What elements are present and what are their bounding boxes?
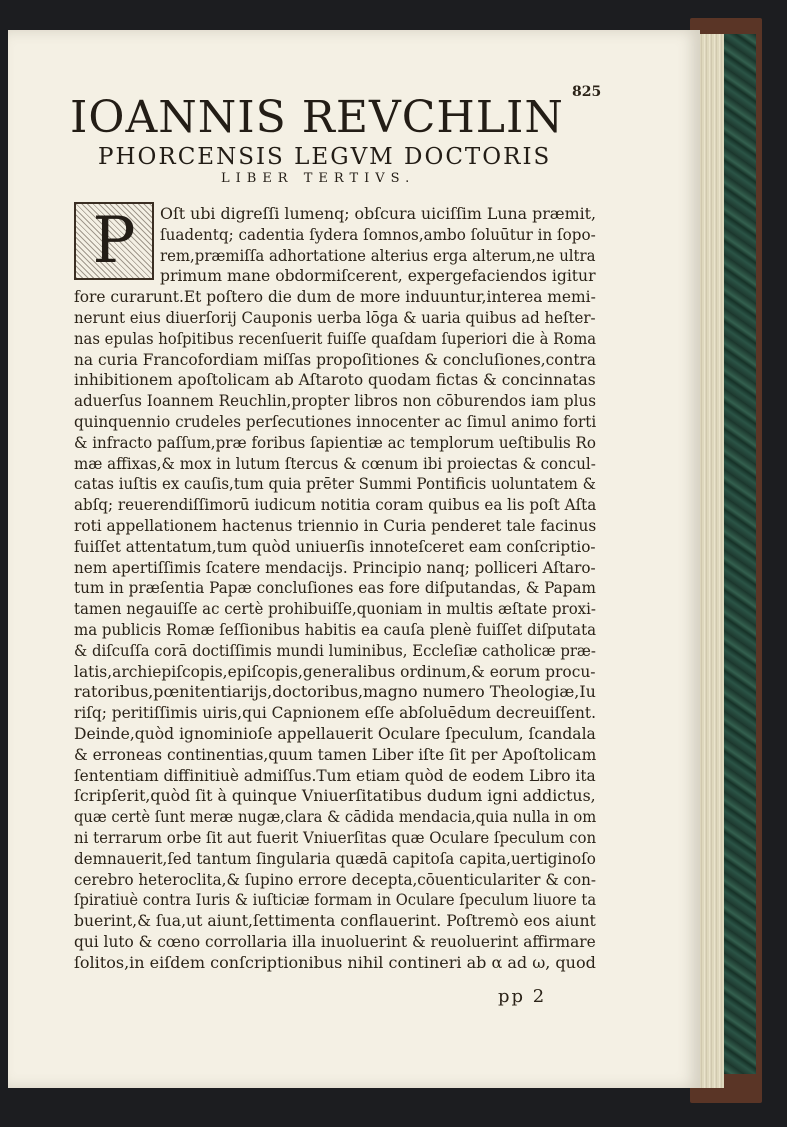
signature-mark: pp 2: [498, 986, 547, 1007]
decorated-initial: [74, 202, 154, 280]
text-line: tum in præſentia Papæ concluſiones eas fore diſputandas, & Papam: [74, 578, 596, 598]
page-title: IOANNIS REVCHLIN: [70, 92, 564, 143]
text-line: ſententiam diffinitiuè admiſſus.Tum etiam quòd de eodem Libro ita: [74, 765, 596, 785]
text-line: ſpiratiuè contra Iuris & iuſticiæ formam in Oculare ſpeculum liuore ta: [74, 890, 597, 910]
text-line: abſq; reuerendiſſimorū iudicum notitia coram quibus ea lis poſt Aſta: [74, 495, 597, 515]
text-line: aduerſus Ioannem Reuchlin,propter libros non cōburendos iam plus: [74, 391, 597, 411]
text-line: catas iuſtis ex cauſis,tum quia prēter Summi Pontificis uoluntatem &: [74, 474, 596, 494]
text-line: nas epulas hoſpitibus recenſuerit fuiſſe quaſdam ſuperiori die à Roma: [74, 328, 597, 348]
page-number: 825: [572, 84, 602, 100]
text-line: Deinde,quòd ignominioſe appellauerit Oculare ſpeculum, ſcandala: [74, 724, 596, 743]
text-line: na curia Francofordiam miſſas propoſitiones & concluſiones,contra: [74, 349, 597, 369]
text-line: & infracto paſſum,præ foribus ſapientiæ ac templorum ueſtibulis Ro: [74, 432, 596, 452]
text-line: cerebro heteroclita,& ſupino errore decepta,cōuenticulariter & con-: [74, 869, 596, 889]
page-edges: [698, 34, 724, 1088]
text-line: nerunt eius diuerſorij Cauponis uerba lōga & uaria quibus ad heſter-: [74, 308, 596, 327]
text-line: primum mane obdormiſcerent, expergefaciendos igitur: [160, 266, 596, 286]
text-line: qui luto & cœno corrollaria illa inuoluerint & reuoluerint affirmare: [74, 932, 596, 951]
text-line: tamen negauiſſe ac certè prohibuiſſe,quoniam in multis æſtate proxi-: [74, 599, 596, 619]
text-line: inhibitionem apoſtolicam ab Aſtaroto quodam fictas & concinnatas: [74, 370, 596, 390]
text-line: fuiſſet attentatum,tum quòd uniuerſis innoteſceret eam conſcriptio-: [74, 536, 596, 556]
book-heading: LIBER TERTIVS.: [221, 171, 416, 186]
text-line: nem apertiſſimis ſcatere mendacijs. Principio nanq; polliceri Aſtaro-: [74, 557, 596, 577]
text-line: riſq; peritiſſimis uiris,qui Capnionem eſſe abſoluēdum decreuiſſent.: [74, 703, 596, 723]
text-line: quinquennio crudeles perſecutiones innocenter ac ſimul animo forti: [74, 412, 597, 431]
text-line: Oſt ubi digreſſi lumenq; obſcura uiciſſim Luna præmit,: [160, 204, 596, 223]
text-line: latis,archiepiſcopis,epiſcopis,generalibus ordinum,& eorum procu-: [74, 661, 596, 681]
text-line: ni terrarum orbe ſit aut fuerit Vniuerſitas quæ Oculare ſpeculum con: [74, 828, 597, 847]
text-line: ma publicis Romæ ſeſſionibus habitis ea cauſa plenè fuiſſet diſputata: [74, 620, 597, 639]
text-line: mæ affixas,& mox in lutum ſtercus & cœnum ibi proiectas & concul-: [74, 453, 596, 473]
text-line: & diſcuſſa corā doctiſſimis mundi luminibus, Eccleſiæ catholicæ præ-: [74, 640, 596, 660]
text-line: rem,præmiſſa adhortatione alterius erga alterum,ne ultra: [160, 245, 596, 265]
text-line: & erroneas continentias,quum tamen Liber iſte ſit per Apoſtolicam: [74, 744, 597, 764]
text-line: demnauerit,ſed tantum ſingularia quædā capitoſa capita,uertiginoſo: [74, 848, 596, 868]
text-line: ratoribus,pœnitentiarijs,doctoribus,magno numero Theologiæ,Iu: [74, 682, 596, 702]
text-line: ſuadentq; cadentia ſydera ſomnos,ambo ſoluūtur in ſopo-: [160, 224, 596, 244]
page-subtitle: PHORCENSIS LEGVM DOCTORIS: [98, 144, 552, 170]
text-line: ſolitos,in eiſdem conſcriptionibus nihil contineri ab α ad ω, quod: [74, 952, 596, 972]
text-line: roti appellationem hactenus triennio in Curia penderet tale facinus: [74, 516, 597, 535]
text-line: quæ certè ſunt meræ nugæ,clara & cādida mendacia,quia nulla in om: [74, 807, 597, 827]
text-line: ſcripſerit,quòd ſit à quinque Vniuerſitatibus dudum igni addictus,: [74, 786, 596, 806]
text-line: buerint,& ſua,ut aiunt,ſettimenta conflauerint. Poſtremò eos aiunt: [74, 911, 596, 931]
text-line: fore curarunt.Et poſtero die dum de more induuntur,interea memi-: [74, 287, 596, 307]
initial-letter: P: [76, 204, 152, 278]
